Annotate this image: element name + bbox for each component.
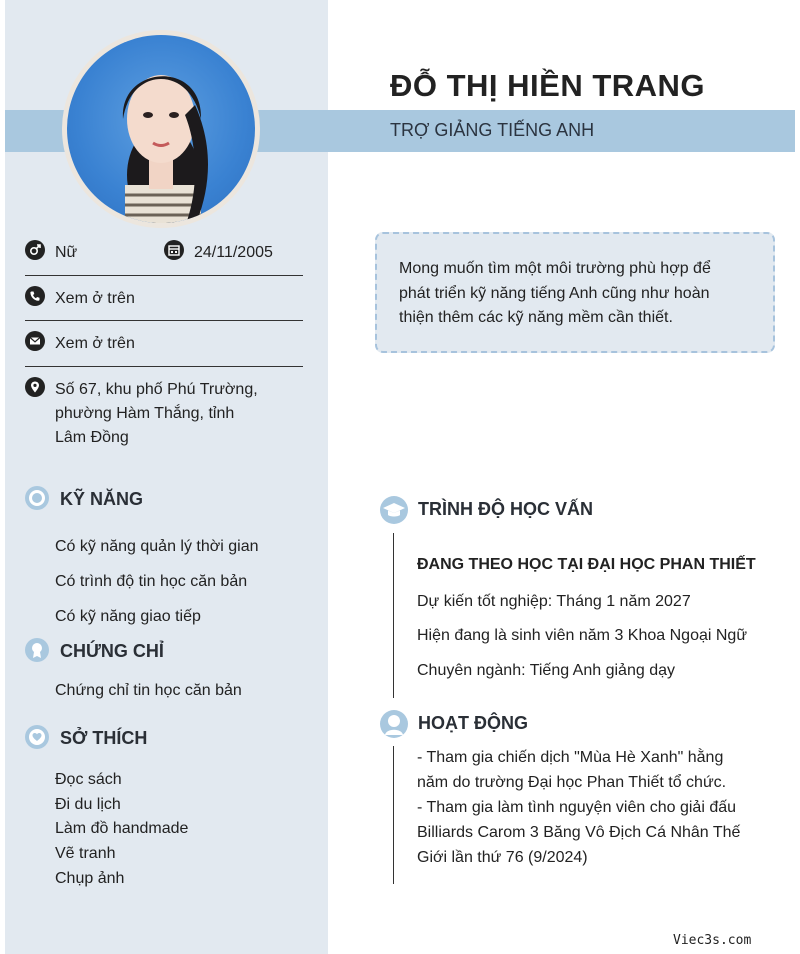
hobby-item: Chụp ảnh xyxy=(55,869,125,887)
hobby-item: Đi du lịch xyxy=(55,795,121,813)
activity-line: - Tham gia làm tình nguyện viên cho giải đấu xyxy=(417,799,737,816)
avatar xyxy=(62,30,260,228)
activities-timeline-line xyxy=(393,746,394,884)
activities-heading-label: HOẠT ĐỘNG xyxy=(418,713,528,733)
candidate-name: ĐỖ THỊ HIỀN TRANG xyxy=(390,68,706,103)
education-school: ĐANG THEO HỌC TẠI ĐẠI HỌC PHAN THIẾT xyxy=(417,556,756,573)
activity-line: năm do trường Đại học Phan Thiết tổ chức. xyxy=(417,774,727,791)
contact-divider xyxy=(25,320,303,321)
address-line: Lâm Đồng xyxy=(55,429,129,446)
contact-divider xyxy=(25,275,303,276)
job-title: TRỢ GIẢNG TIẾNG ANH xyxy=(390,120,595,140)
award-badge-icon xyxy=(25,638,49,662)
skill-item: Có trình độ tin học căn bản xyxy=(55,573,248,590)
career-objective-box xyxy=(375,232,775,353)
envelope-icon xyxy=(25,331,45,351)
hobby-item: Làm đồ handmade xyxy=(55,820,189,838)
education-graduation: Dự kiến tốt nghiệp: Tháng 1 năm 2027 xyxy=(417,593,691,610)
heart-icon xyxy=(25,725,49,749)
certificates-list xyxy=(55,681,242,701)
target-icon xyxy=(25,486,49,510)
activities-text xyxy=(417,745,777,870)
skill-item: Có kỹ năng quản lý thời gian xyxy=(55,538,259,555)
education-heading-label: TRÌNH ĐỘ HỌC VẤN xyxy=(418,499,593,519)
skills-heading-label: KỸ NĂNG xyxy=(60,489,144,509)
objective-line: phát triển kỹ năng tiếng Anh cũng như hoàn xyxy=(399,284,710,302)
phone-icon xyxy=(25,286,45,306)
contact-divider xyxy=(25,366,303,367)
person-icon xyxy=(380,710,408,738)
hobbies-list xyxy=(55,768,188,892)
objective-line: thiện thêm các kỹ năng mềm cần thiết. xyxy=(399,309,673,326)
gender-value: Nữ xyxy=(55,244,78,261)
calendar-icon xyxy=(164,240,184,260)
certificate-item: Chứng chỉ tin học căn bản xyxy=(55,682,242,699)
education-major: Chuyên ngành: Tiếng Anh giảng dạy xyxy=(417,662,675,679)
graduation-cap-icon xyxy=(380,496,408,524)
phone-value: Xem ở trên xyxy=(55,290,135,307)
hobby-item: Đọc sách xyxy=(55,771,122,788)
certificates-heading-label: CHỨNG CHỈ xyxy=(60,641,164,661)
skills-list xyxy=(55,529,259,634)
address-value xyxy=(55,378,258,450)
watermark: Viec3s.com xyxy=(673,933,752,948)
education-timeline-line xyxy=(393,533,394,698)
activity-line: Giới lần thứ 76 (9/2024) xyxy=(417,849,588,866)
activity-line: - Tham gia chiến dịch "Mùa Hè Xanh" hằng xyxy=(417,749,724,766)
education-status: Hiện đang là sinh viên năm 3 Khoa Ngoại Ngữ xyxy=(417,627,748,644)
hobby-item: Vẽ tranh xyxy=(55,845,116,863)
gender-icon xyxy=(25,240,45,260)
hobbies-heading-label: SỞ THÍCH xyxy=(60,728,148,748)
profile-photo xyxy=(67,35,255,223)
objective-line: Mong muốn tìm một môi trường phù hợp để xyxy=(399,260,711,277)
activity-line: Billiards Carom 3 Băng Vô Địch Cá Nhân Thế xyxy=(417,824,741,841)
skill-item: Có kỹ năng giao tiếp xyxy=(55,608,201,625)
address-line: Số 67, khu phố Phú Trường, xyxy=(55,381,258,398)
birthdate-value: 24/11/2005 xyxy=(194,244,273,261)
email-value: Xem ở trên xyxy=(55,335,135,352)
address-line: phường Hàm Thắng, tỉnh xyxy=(55,405,235,422)
location-pin-icon xyxy=(25,377,45,397)
